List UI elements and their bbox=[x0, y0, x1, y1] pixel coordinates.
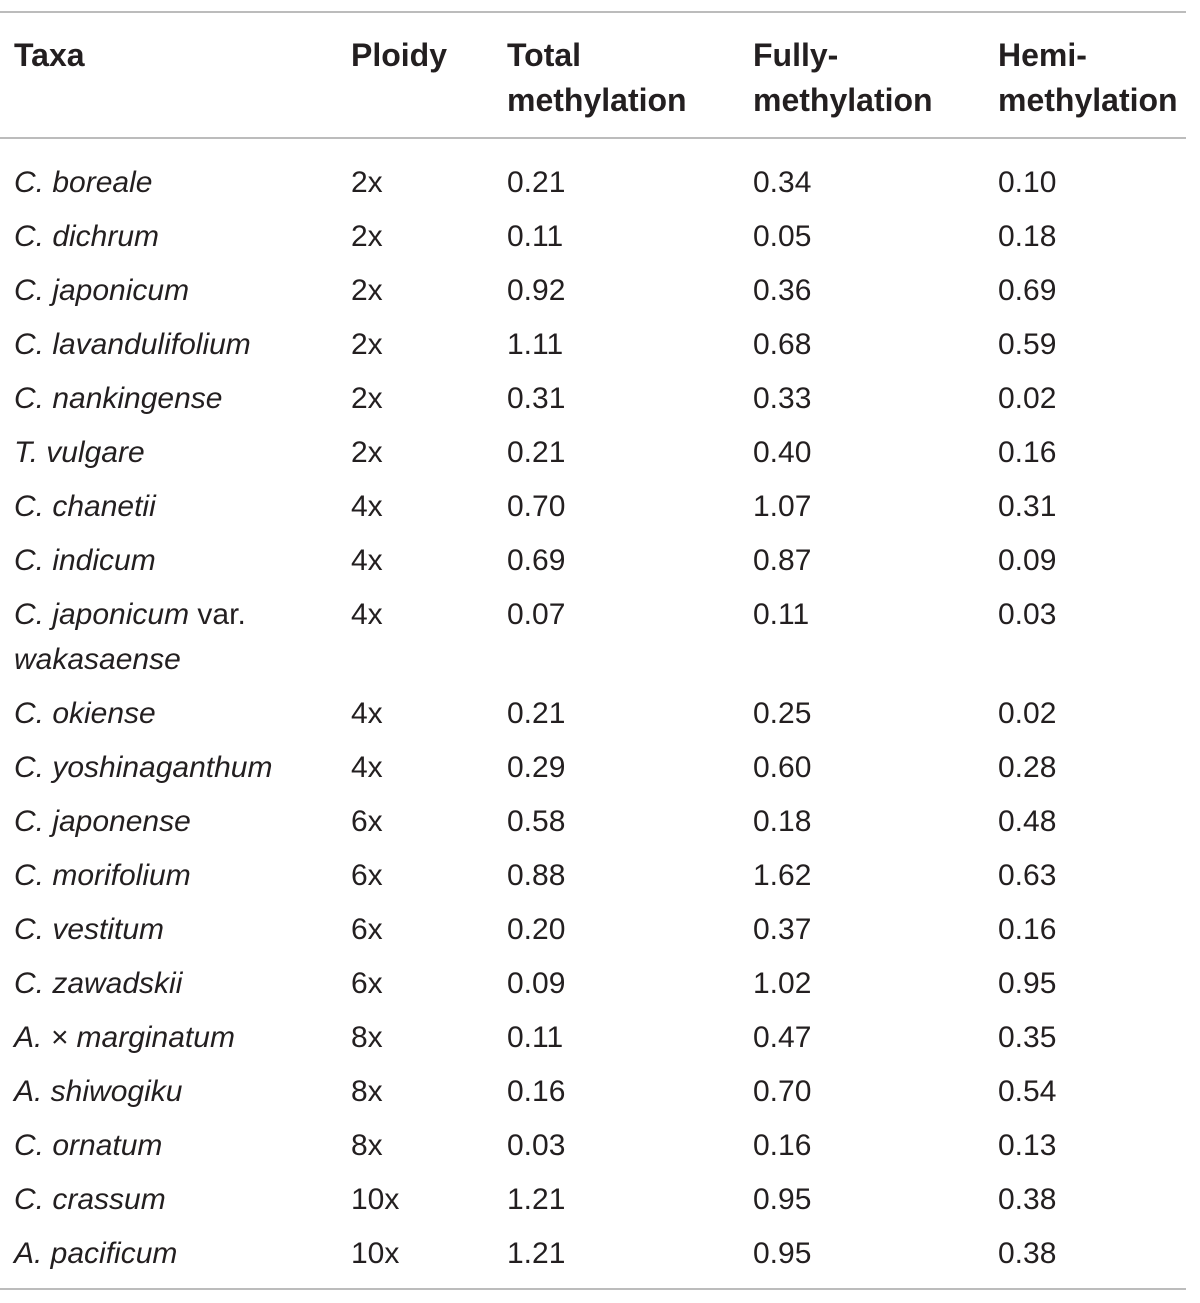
cell-hemi-methylation: 0.54 bbox=[998, 1075, 1057, 1108]
cell-ploidy: 2x bbox=[351, 328, 383, 361]
cell-taxa bbox=[14, 214, 334, 259]
taxa-name: C. lavandulifolium bbox=[14, 328, 251, 361]
cell-ploidy: 4x bbox=[351, 598, 383, 631]
taxa-name: C. zawadskii bbox=[14, 967, 183, 1000]
cell-total-methylation: 1.21 bbox=[507, 1237, 566, 1270]
cell-total-methylation: 0.88 bbox=[507, 859, 566, 892]
table-row bbox=[0, 368, 1200, 422]
cell-hemi-methylation: 0.63 bbox=[998, 859, 1057, 892]
taxa-name: C. ornatum bbox=[14, 1129, 163, 1162]
cell-ploidy: 6x bbox=[351, 913, 383, 946]
cell-total-methylation: 0.21 bbox=[507, 697, 566, 730]
table-body bbox=[0, 152, 1200, 1277]
table-top-rule bbox=[0, 11, 1186, 13]
cell-taxa bbox=[14, 1069, 334, 1114]
cell-taxa bbox=[14, 1231, 334, 1276]
taxa-name: A. pacificum bbox=[14, 1237, 178, 1270]
cell-total-methylation: 0.31 bbox=[507, 382, 566, 415]
cell-total-methylation: 0.11 bbox=[507, 1021, 564, 1054]
cell-hemi-methylation: 0.02 bbox=[998, 382, 1057, 415]
cell-ploidy: 8x bbox=[351, 1021, 383, 1054]
taxa-name: A. shiwogiku bbox=[14, 1075, 183, 1108]
cell-fully-methylation: 0.05 bbox=[753, 220, 812, 253]
cell-taxa bbox=[14, 538, 334, 583]
cell-taxa bbox=[14, 1177, 334, 1222]
taxa-name: A. × marginatum bbox=[14, 1021, 235, 1054]
cell-total-methylation: 0.29 bbox=[507, 751, 566, 784]
taxa-name: C. vestitum bbox=[14, 913, 165, 946]
table-row bbox=[0, 206, 1200, 260]
cell-taxa bbox=[14, 160, 334, 205]
table-row bbox=[0, 422, 1200, 476]
taxa-name: C. japonicum bbox=[14, 598, 190, 631]
table-row bbox=[0, 476, 1200, 530]
cell-hemi-methylation: 0.38 bbox=[998, 1183, 1057, 1216]
table-row bbox=[0, 1115, 1200, 1169]
taxa-name: C. nankingense bbox=[14, 382, 223, 415]
cell-hemi-methylation: 0.28 bbox=[998, 751, 1057, 784]
cell-hemi-methylation: 0.38 bbox=[998, 1237, 1057, 1270]
cell-taxa bbox=[14, 592, 334, 682]
table-row bbox=[0, 1169, 1200, 1223]
cell-hemi-methylation: 0.09 bbox=[998, 544, 1057, 577]
cell-taxa bbox=[14, 268, 334, 313]
cell-total-methylation: 0.21 bbox=[507, 166, 566, 199]
cell-ploidy: 4x bbox=[351, 544, 383, 577]
cell-hemi-methylation: 0.03 bbox=[998, 598, 1057, 631]
cell-ploidy: 8x bbox=[351, 1075, 383, 1108]
cell-hemi-methylation: 0.10 bbox=[998, 166, 1057, 199]
cell-taxa bbox=[14, 1015, 334, 1060]
cell-hemi-methylation: 0.48 bbox=[998, 805, 1057, 838]
table-row bbox=[0, 791, 1200, 845]
cell-hemi-methylation: 0.16 bbox=[998, 913, 1057, 946]
cell-hemi-methylation: 0.35 bbox=[998, 1021, 1057, 1054]
table-row bbox=[0, 1007, 1200, 1061]
taxa-rank: var. bbox=[197, 598, 246, 631]
cell-fully-methylation: 0.40 bbox=[753, 436, 812, 469]
cell-ploidy: 4x bbox=[351, 490, 383, 523]
cell-ploidy: 4x bbox=[351, 751, 383, 784]
taxa-name: C. japonicum bbox=[14, 274, 190, 307]
cell-total-methylation: 0.69 bbox=[507, 544, 566, 577]
cell-hemi-methylation: 0.69 bbox=[998, 274, 1057, 307]
cell-ploidy: 2x bbox=[351, 274, 383, 307]
cell-total-methylation: 0.92 bbox=[507, 274, 566, 307]
header-hemi-methylation: Hemi- methylation bbox=[998, 37, 1178, 118]
taxa-variety: wakasaense bbox=[14, 643, 181, 676]
cell-ploidy: 2x bbox=[351, 166, 383, 199]
table-row bbox=[0, 899, 1200, 953]
cell-total-methylation: 0.21 bbox=[507, 436, 566, 469]
cell-fully-methylation: 0.68 bbox=[753, 328, 812, 361]
taxa-name: C. dichrum bbox=[14, 220, 160, 253]
cell-taxa bbox=[14, 853, 334, 898]
cell-fully-methylation: 0.95 bbox=[753, 1237, 812, 1270]
taxa-name: C. morifolium bbox=[14, 859, 191, 892]
cell-hemi-methylation: 0.59 bbox=[998, 328, 1057, 361]
header-total-methylation: Total methylation bbox=[507, 37, 687, 118]
cell-ploidy: 4x bbox=[351, 697, 383, 730]
cell-fully-methylation: 0.47 bbox=[753, 1021, 812, 1054]
cell-hemi-methylation: 0.18 bbox=[998, 220, 1057, 253]
table-row bbox=[0, 1061, 1200, 1115]
table-row bbox=[0, 152, 1200, 206]
cell-taxa bbox=[14, 745, 334, 790]
cell-ploidy: 8x bbox=[351, 1129, 383, 1162]
cell-total-methylation: 0.09 bbox=[507, 967, 566, 1000]
cell-ploidy: 6x bbox=[351, 805, 383, 838]
cell-ploidy: 10x bbox=[351, 1183, 400, 1216]
cell-hemi-methylation: 0.95 bbox=[998, 967, 1057, 1000]
cell-ploidy: 6x bbox=[351, 859, 383, 892]
taxa-name: T. vulgare bbox=[14, 436, 145, 469]
taxa-name: C. okiense bbox=[14, 697, 156, 730]
cell-fully-methylation: 0.33 bbox=[753, 382, 812, 415]
table-row bbox=[0, 260, 1200, 314]
taxa-name: C. boreale bbox=[14, 166, 153, 199]
cell-hemi-methylation: 0.02 bbox=[998, 697, 1057, 730]
cell-taxa bbox=[14, 907, 334, 952]
cell-ploidy: 2x bbox=[351, 220, 383, 253]
table-row bbox=[0, 584, 1200, 683]
cell-taxa bbox=[14, 1123, 334, 1168]
header-fully-methylation: Fully- methylation bbox=[753, 37, 933, 118]
cell-total-methylation: 0.07 bbox=[507, 598, 566, 631]
cell-fully-methylation: 1.62 bbox=[753, 859, 812, 892]
cell-taxa bbox=[14, 376, 334, 421]
cell-taxa bbox=[14, 484, 334, 529]
cell-fully-methylation: 0.11 bbox=[753, 598, 810, 631]
cell-total-methylation: 1.21 bbox=[507, 1183, 566, 1216]
cell-total-methylation: 0.03 bbox=[507, 1129, 566, 1162]
cell-fully-methylation: 0.70 bbox=[753, 1075, 812, 1108]
cell-ploidy: 6x bbox=[351, 967, 383, 1000]
cell-total-methylation: 0.16 bbox=[507, 1075, 566, 1108]
cell-fully-methylation: 0.16 bbox=[753, 1129, 812, 1162]
taxa-name: C. yoshinaganthum bbox=[14, 751, 273, 784]
cell-fully-methylation: 0.37 bbox=[753, 913, 812, 946]
cell-total-methylation: 0.11 bbox=[507, 220, 564, 253]
cell-fully-methylation: 0.25 bbox=[753, 697, 812, 730]
table-row bbox=[0, 314, 1200, 368]
cell-hemi-methylation: 0.13 bbox=[998, 1129, 1057, 1162]
cell-taxa bbox=[14, 961, 334, 1006]
header-ploidy: Ploidy bbox=[351, 37, 448, 73]
cell-fully-methylation: 1.02 bbox=[753, 967, 812, 1000]
cell-fully-methylation: 1.07 bbox=[753, 490, 812, 523]
cell-fully-methylation: 0.36 bbox=[753, 274, 812, 307]
taxa-name: C. chanetii bbox=[14, 490, 156, 523]
cell-taxa bbox=[14, 322, 334, 367]
cell-fully-methylation: 0.87 bbox=[753, 544, 812, 577]
cell-taxa bbox=[14, 799, 334, 844]
cell-fully-methylation: 0.95 bbox=[753, 1183, 812, 1216]
cell-fully-methylation: 0.34 bbox=[753, 166, 812, 199]
cell-fully-methylation: 0.18 bbox=[753, 805, 812, 838]
cell-total-methylation: 0.70 bbox=[507, 490, 566, 523]
cell-ploidy: 10x bbox=[351, 1237, 400, 1270]
cell-total-methylation: 0.20 bbox=[507, 913, 566, 946]
cell-taxa bbox=[14, 691, 334, 736]
cell-total-methylation: 0.58 bbox=[507, 805, 566, 838]
cell-total-methylation: 1.11 bbox=[507, 328, 564, 361]
table-header-row bbox=[0, 33, 1200, 133]
cell-ploidy: 2x bbox=[351, 436, 383, 469]
cell-hemi-methylation: 0.31 bbox=[998, 490, 1057, 523]
header-taxa: Taxa bbox=[14, 37, 85, 73]
table-header-rule bbox=[0, 137, 1186, 139]
table-row bbox=[0, 953, 1200, 1007]
taxa-name: C. japonense bbox=[14, 805, 191, 838]
cell-taxa bbox=[14, 430, 334, 475]
table-row bbox=[0, 1223, 1200, 1277]
table-row bbox=[0, 530, 1200, 584]
table-row bbox=[0, 737, 1200, 791]
taxa-name: C. crassum bbox=[14, 1183, 166, 1216]
table-row bbox=[0, 683, 1200, 737]
taxa-name: C. indicum bbox=[14, 544, 156, 577]
table-bottom-rule bbox=[0, 1288, 1186, 1290]
cell-fully-methylation: 0.60 bbox=[753, 751, 812, 784]
cell-hemi-methylation: 0.16 bbox=[998, 436, 1057, 469]
cell-ploidy: 2x bbox=[351, 382, 383, 415]
table-row bbox=[0, 845, 1200, 899]
